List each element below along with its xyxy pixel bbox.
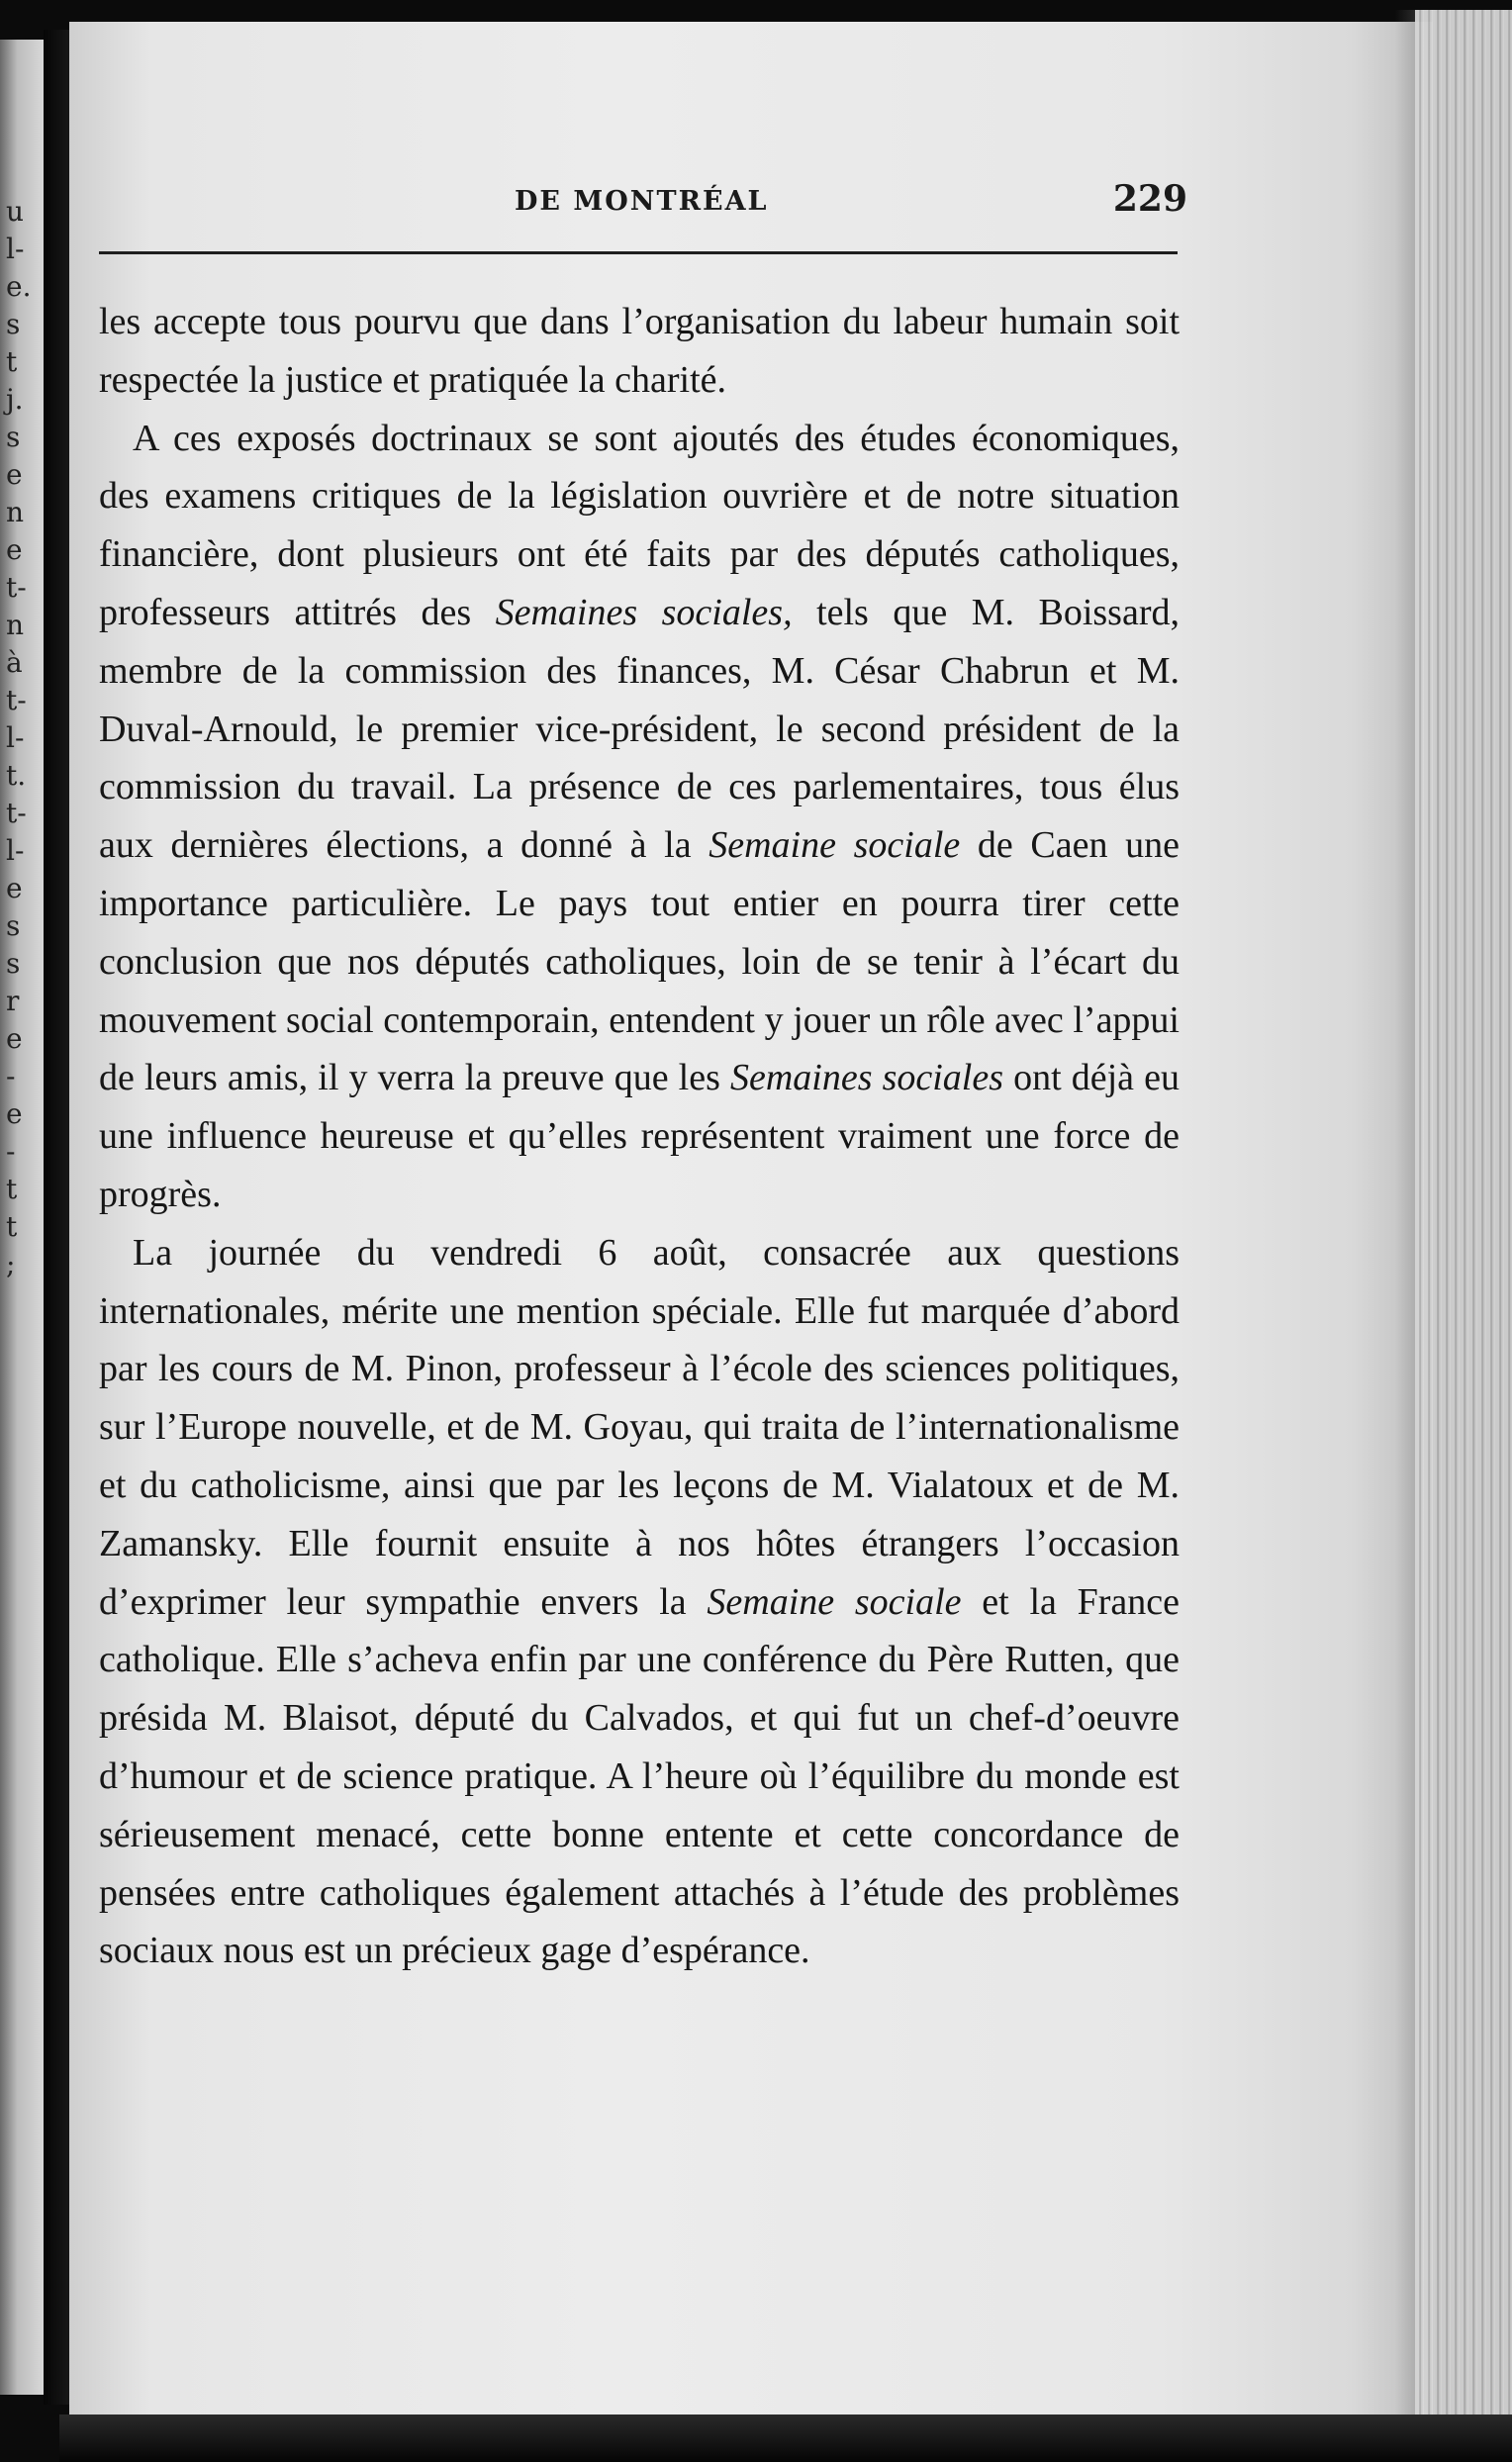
facing-page-fragment: t [6,345,18,378]
bottom-shadow [59,2415,1512,2462]
facing-page-fragment: ; [6,1248,16,1280]
facing-page-fragment: r [6,985,20,1017]
facing-page-fragment: t [6,1173,18,1205]
facing-page-fragment: à [6,646,23,679]
body-text [99,293,1180,1980]
facing-page-fragment: l- [6,233,25,265]
facing-page-fragment: e [6,1097,23,1130]
text-run: et la France catholique. Elle s’acheva enfin par une conférence du Père Rutten, que présida M. Blaisot, député du Calvados, et qui fut un chef-d’oeuvre d’humour et de science pratique. A l’heure où l’équilibre du monde est sérieusement menacé, cette bonne entente et cette concordance de pensées entre catholiques également attachés à l’étude des problèmes sociaux nous est un précieux gage d’espérance. [99,1580,1181,1972]
text-run: les accepte tous pourvu que dans l’organisation du labeur humain soit respectée la justice et pratiquée la charité. [99,301,1180,401]
facing-page-fragment: u [6,195,25,228]
paragraph [99,293,1180,410]
facing-page-fragment: e. [6,270,32,303]
facing-page-fragment: n [6,496,25,528]
facing-page-fragment: e [6,533,23,566]
italic-phrase: Semaine sociale [707,1580,962,1623]
page-block-edges [1415,10,1512,2454]
italic-phrase: Semaine sociale [709,824,961,867]
page-number: 229 [1112,178,1187,220]
italic-phrase: Semaines sociales [729,1057,1004,1099]
facing-page-fragment: j. [6,383,24,416]
running-head [99,178,1187,222]
text-run: A ces exposés doctrinaux se sont ajoutés des études économiques, des examens critiques de la législation ouvrière et de notre situation financière, dont plusieurs ont été faits par des députés catholiques, professeurs attitrés des [99,417,1180,633]
facing-page-fragment: s [6,909,21,942]
paragraph [99,410,1180,1224]
text-run: tels que M. Boissard, membre de la commission des finances, M. César Chabrun et M. Duval-Arnould, le premier vice-président, le second président de la commission du travail. La présence de ces parlementaires, tous élus aux dernières élections, a donné à la [99,591,1180,867]
facing-page-fragment: t- [6,797,27,829]
facing-page-fragment: l- [6,834,25,867]
facing-page-fragment: e [6,458,23,491]
text-run: ont déjà eu une influence heureuse et qu’elles représentent vraiment une force de progrès. [99,1057,1181,1215]
facing-page-fragment: t [6,1210,18,1243]
italic-phrase: Semaines sociales, [495,591,793,633]
facing-page-fragment: t. [6,759,27,792]
facing-page-fragment: l- [6,721,25,754]
facing-page-fragment: s [6,308,21,340]
facing-page-fragment: t- [6,684,27,716]
facing-page-fragment: e [6,1022,23,1055]
text-run: de Caen une importance particulière. Le pays tout entier en pourra tirer cette conclusion que nos députés catholiques, loin de se tenir à l’écart du mouvement social contemporain, entendent y jouer un rôle avec l’appui de leurs amis, il y verra la preuve que les [99,824,1180,1099]
running-title: DE MONTRÉAL [515,186,769,217]
header-rule [99,251,1178,254]
facing-page-fragment: n [6,609,25,641]
facing-page-fragment: - [6,1060,16,1092]
facing-page-fragment: t- [6,571,27,604]
facing-page-fragment: e [6,872,23,904]
text-run: La journée du vendredi 6 août, consacrée aux questions internationales, mérite une mention spéciale. Elle fut marquée d’abord par les cours de M. Pinon, professeur à l’école des sciences politiques, sur l’Europe nouvelle, et de M. Goyau, qui traita de l’internationalisme et du catholicisme, ainsi que par les leçons de M. Vialatoux et de M. Zamansky. Elle fournit ensuite à nos hôtes étrangers l’occasion d’exprimer leur sympathie envers la [99,1231,1180,1623]
facing-page-fragment: s [6,421,21,453]
facing-page-edge [0,40,44,2395]
facing-page-fragment: - [6,1135,16,1168]
paragraph [99,1224,1180,1980]
facing-page-fragment: s [6,947,21,980]
